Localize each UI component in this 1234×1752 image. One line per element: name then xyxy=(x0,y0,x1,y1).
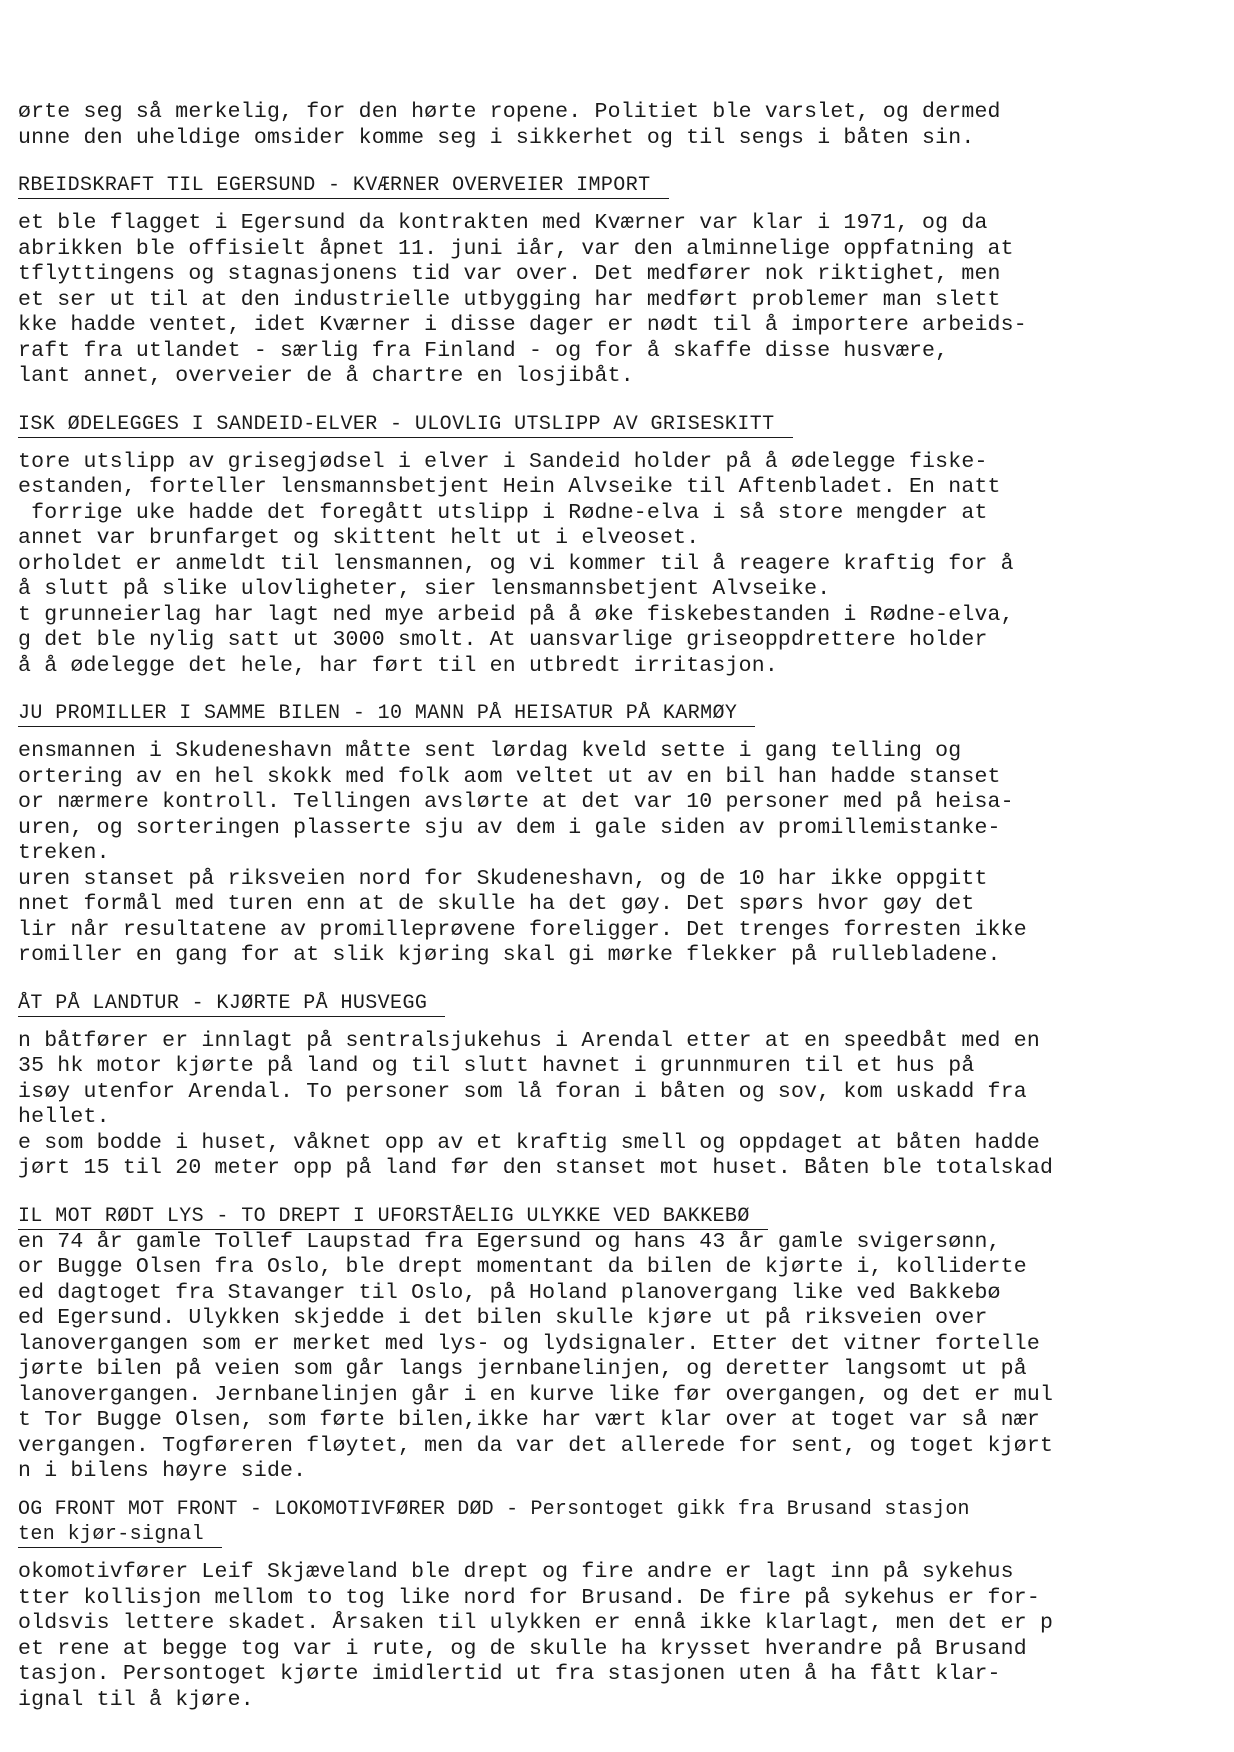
article-line: å å ødelegge det hele, har ført til en utbredt irritasjon. xyxy=(18,653,778,678)
article-heading: RBEIDSKRAFT TIL EGERSUND - KVÆRNER OVERVEIER IMPORT xyxy=(18,173,669,199)
article-line: estanden, forteller lensmannsbetjent Hein Alvseike til Aftenbladet. En natt xyxy=(18,475,1001,499)
article-line: vergangen. Togføreren fløytet, men da var det allerede for sent, og toget kjørt xyxy=(18,1433,1054,1458)
article-kvaerner xyxy=(18,173,1218,390)
article-line: g det ble nylig satt ut 3000 smolt. At uansvarlige griseoppdrettere holder xyxy=(18,628,988,652)
article-line: lanovergangen. Jernbanelinjen går i en kurve like før overgangen, og det er mul xyxy=(18,1382,1054,1407)
typed-text-body xyxy=(18,100,1218,1713)
article-line: e som bodde i huset, våknet opp av et kraftig smell og oppdaget at båten hadde xyxy=(18,1130,1040,1155)
article-karmoy xyxy=(18,701,1218,969)
article-line: å slutt på slike ulovligheter, sier lensmannsbetjent Alvseike. xyxy=(18,577,831,601)
article-line: lanovergangen som er merket med lys- og lydsignaler. Etter det vitner fortelle xyxy=(18,1331,1040,1356)
article-line: or nærmere kontroll. Tellingen avslørte at det var 10 personer med på heisa- xyxy=(18,790,1014,814)
article-line: t grunneierlag har lagt ned mye arbeid på å øke fiskebestanden i Rødne-elva, xyxy=(18,602,1014,627)
article-line: hellet. xyxy=(18,1105,110,1129)
article-line: romiller en gang for at slik kjøring skal gi mørke flekker på rullebladene. xyxy=(18,943,1001,967)
article-line: jørte bilen på veien som går langs jernbanelinjen, og deretter langsomt ut på xyxy=(18,1357,1027,1381)
article-line: okomotivfører Leif Skjæveland ble drept og fire andre er lagt inn på sykehus xyxy=(18,1560,1014,1584)
article-line: annet var brunfarget og skittent helt ut i elveoset. xyxy=(18,526,700,550)
article-line: abrikken ble offisielt åpnet 11. juni iår, var den alminnelige oppfatning at xyxy=(18,236,1014,261)
article-line: orholdet er anmeldt til lensmannen, og vi kommer til å reagere kraftig for å xyxy=(18,551,1014,576)
article-line: raft fra utlandet - særlig fra Finland - og for å skaffe disse husvære, xyxy=(18,338,949,363)
article-heading: ÅT PÅ LANDTUR - KJØRTE PÅ HUSVEGG xyxy=(18,991,445,1017)
article-line: n i bilens høyre side. xyxy=(18,1459,307,1483)
article-line: et ble flagget i Egersund da kontrakten med Kværner var klar i 1971, og da xyxy=(18,211,988,235)
article-line: t Tor Bugge Olsen, som førte bilen,ikke har vært klar over at toget var så nær xyxy=(18,1408,1040,1432)
article-line: tter kollisjon mellom to tog like nord for Brusand. De fire på sykehus er for- xyxy=(18,1585,1040,1610)
article-line: ortering av en hel skokk med folk aom veltet ut av en bil han hadde stanset xyxy=(18,764,1001,789)
article-brusand xyxy=(18,1497,1218,1714)
article-line: treken. xyxy=(18,841,110,865)
intro-paragraph xyxy=(18,100,1218,151)
article-line: or Bugge Olsen fra Oslo, ble drept momentant da bilen de kjørte i, kolliderte xyxy=(18,1255,1027,1279)
article-line: ensmannen i Skudeneshavn måtte sent lørdag kveld sette i gang telling og xyxy=(18,739,962,763)
article-heading: OG FRONT MOT FRONT - LOKOMOTIVFØRER DØD - Persontoget gikk fra Brusand stasjon xyxy=(18,1497,970,1521)
article-line: et ser ut til at den industrielle utbygging har medført problemer man slett xyxy=(18,287,1001,312)
article-line: oldsvis lettere skadet. Årsaken til ulykken er ennå ikke klarlagt, men det er p xyxy=(18,1611,1054,1635)
article-line: tasjon. Persontoget kjørte imidlertid ut fra stasjonen uten å ha fått klar- xyxy=(18,1662,1001,1686)
article-line: ed dagtoget fra Stavanger til Oslo, på Holand planovergang like ved Bakkebø xyxy=(18,1280,1001,1305)
article-line: tore utslipp av grisegjødsel i elver i Sandeid holder på å ødelegge fiske- xyxy=(18,449,988,474)
article-line: uren stanset på riksveien nord for Skudeneshavn, og de 10 har ikke oppgitt xyxy=(18,866,988,891)
article-arendal xyxy=(18,991,1218,1182)
article-line: kke hadde ventet, idet Kværner i disse dager er nødt til å importere arbeids- xyxy=(18,313,1027,337)
article-line: en 74 år gamle Tollef Laupstad fra Egersund og hans 43 år gamle svigersønn, xyxy=(18,1229,1001,1254)
intro-line: ørte seg så merkelig, for den hørte ropene. Politiet ble varslet, og dermed xyxy=(18,100,1001,124)
article-line: forrige uke hadde det foregått utslipp i Rødne-elva i så store mengder at xyxy=(18,500,988,525)
intro-line: unne den uheldige omsider komme seg i sikkerhet og til sengs i båten sin. xyxy=(18,125,975,150)
article-line: lir når resultatene av promilleprøvene foreligger. Det trenges forresten ikke xyxy=(18,917,1027,942)
article-line: lant annet, overveier de å chartre en losjibåt. xyxy=(18,364,634,388)
article-bakkebo xyxy=(18,1204,1218,1485)
article-line: isøy utenfor Arendal. To personer som lå foran i båten og sov, kom uskadd fra xyxy=(18,1079,1027,1104)
article-line: n båtfører er innlagt på sentralsjukehus i Arendal etter at en speedbåt med en xyxy=(18,1028,1040,1053)
article-line: nnet formål med turen enn at de skulle ha det gøy. Det spørs hvor gøy det xyxy=(18,892,975,916)
article-line: tflyttingens og stagnasjonens tid var over. Det medfører nok riktighet, men xyxy=(18,262,1001,286)
article-line: 35 hk motor kjørte på land og til slutt havnet i grunnmuren til et hus på xyxy=(18,1054,975,1078)
article-line: ed Egersund. Ulykken skjedde i det bilen skulle kjøre ut på riksveien over xyxy=(18,1306,988,1330)
article-line: ignal til å kjøre. xyxy=(18,1687,254,1712)
article-heading: IL MOT RØDT LYS - TO DREPT I UFORSTÅELIG ULYKKE VED BAKKEBØ xyxy=(18,1204,768,1230)
article-line: uren, og sorteringen plasserte sju av dem i gale siden av promillemistanke- xyxy=(18,815,1001,840)
article-sandeid xyxy=(18,412,1218,680)
article-heading: ISK ØDELEGGES I SANDEID-ELVER - ULOVLIG UTSLIPP AV GRISESKITT xyxy=(18,412,793,438)
article-heading-continued: ten kjør-signal xyxy=(18,1522,222,1548)
article-line: jørt 15 til 20 meter opp på land før den stanset mot huset. Båten ble totalskad xyxy=(18,1156,1054,1180)
article-line: et rene at begge tog var i rute, og de skulle ha krysset hverandre på Brusand xyxy=(18,1636,1027,1661)
article-heading: JU PROMILLER I SAMME BILEN - 10 MANN PÅ HEISATUR PÅ KARMØY xyxy=(18,701,755,727)
